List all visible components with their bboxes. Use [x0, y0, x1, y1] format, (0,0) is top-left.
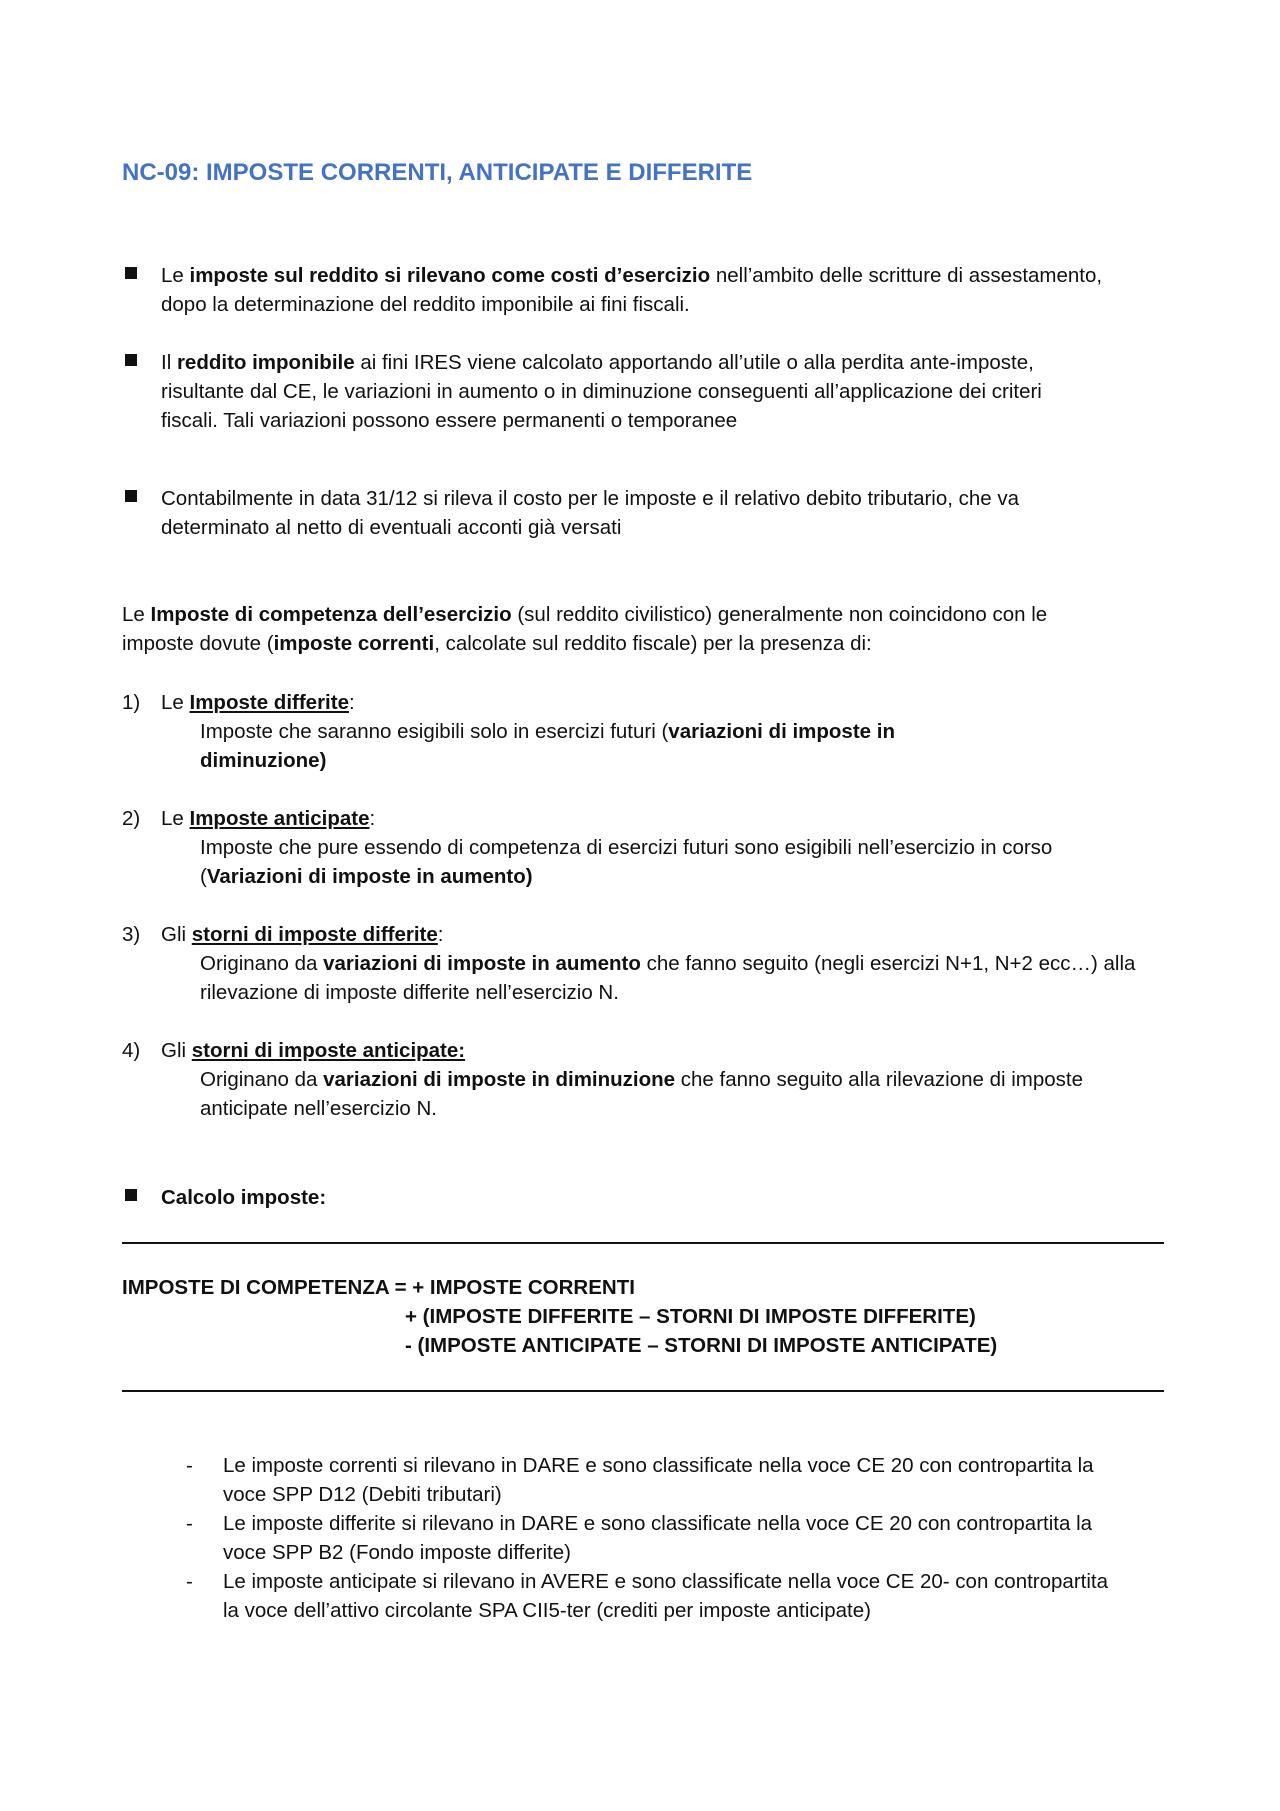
dash-list-item: Le imposte anticipate si rilevano in AVERE e sono classificate nella voce CE 20- con contropartita la voce dell’attivo circolante SPA CII5-ter (crediti per imposte anticipate) — [223, 1570, 1109, 1622]
bullet-paragraph-3 — [161, 484, 1171, 542]
dash-bullet: - — [186, 1570, 193, 1593]
list-number: 2) — [122, 807, 141, 830]
calc-heading: Calcolo imposte: — [161, 1186, 327, 1209]
list-item-description: Originano da variazioni di imposte in aumento che fanno seguito (negli esercizi N+1, N+2 ecc…) alla rilevazione di imposte differite nell’esercizio N. — [200, 952, 1136, 1004]
term-storni-imposte-anticipate: storni di imposte anticipate: — [191, 1039, 466, 1062]
intro-line-2: imposte dovute (imposte correnti, calcolate sul reddito fiscale) per la presenza di: — [122, 632, 872, 655]
list-item-description: Originano da variazioni di imposte in diminuzione che fanno seguito alla rilevazione di imposte anticipate nell’esercizio N. — [200, 1068, 1084, 1120]
bullet-1-line-1: Le imposte sul reddito si rilevano come costi d’esercizio nell’ambito delle scritture di assestamento, — [161, 264, 1103, 287]
square-bullet-icon — [125, 354, 137, 366]
term-storni-imposte-differite: storni di imposte differite — [191, 923, 438, 946]
bullet-2-line-3: fiscali. Tali variazioni possono essere permanenti o temporanee — [161, 409, 738, 432]
list-item-description: Imposte che pure essendo di competenza di esercizi futuri sono esigibili nell’esercizio in corso (Variazioni di imposte in aumento) — [200, 836, 1053, 888]
intro-paragraph — [122, 600, 1172, 658]
formula-line-3: - (IMPOSTE ANTICIPATE – STORNI DI IMPOSTE ANTICIPATE) — [405, 1334, 998, 1357]
list-item-heading: Gli storni di imposte differite: — [161, 923, 444, 946]
divider — [122, 1390, 1164, 1392]
list-item-heading: Gli storni di imposte anticipate: — [161, 1039, 466, 1062]
formula-line-1: IMPOSTE DI COMPETENZA = + IMPOSTE CORRENTI — [122, 1276, 635, 1299]
list-item-description: Imposte che saranno esigibili solo in esercizi futuri (variazioni di imposte in diminuzione) — [200, 720, 895, 772]
list-item-heading: Le Imposte anticipate: — [161, 807, 376, 830]
divider — [122, 1242, 1164, 1244]
list-item-heading: Le Imposte differite: — [161, 691, 355, 714]
list-number: 3) — [122, 923, 141, 946]
bullet-paragraph-2 — [161, 348, 1171, 435]
bullet-2-line-2: risultante dal CE, le variazioni in aumento o in diminuzione conseguenti all’applicazione dei criteri — [161, 380, 1042, 403]
list-number: 4) — [122, 1039, 141, 1062]
dash-list-item: Le imposte correnti si rilevano in DARE e sono classificate nella voce CE 20 con contropartita la voce SPP D12 (Debiti tributari) — [223, 1454, 1094, 1506]
square-bullet-icon — [125, 1189, 137, 1201]
bullet-3-line-1: Contabilmente in data 31/12 si rileva il costo per le imposte e il relativo debito tributario, che va — [161, 487, 1020, 510]
bullet-2-line-1: Il reddito imponibile ai fini IRES viene calcolato apportando all’utile o alla perdita ante-imposte, — [161, 351, 1034, 374]
dash-bullet: - — [186, 1512, 193, 1535]
bullet-3-line-2: determinato al netto di eventuali acconti già versati — [161, 516, 622, 539]
dash-list-item: Le imposte differite si rilevano in DARE e sono classificate nella voce CE 20 con contropartita la voce SPP B2 (Fondo imposte differite) — [223, 1512, 1093, 1564]
dash-bullet: - — [186, 1454, 193, 1477]
square-bullet-icon — [125, 490, 137, 502]
formula-line-2: + (IMPOSTE DIFFERITE – STORNI DI IMPOSTE DIFFERITE) — [405, 1305, 976, 1328]
bullet-1-line-2: dopo la determinazione del reddito imponibile ai fini fiscali. — [161, 293, 690, 316]
square-bullet-icon — [125, 267, 137, 279]
bullet-paragraph-1 — [161, 261, 1171, 319]
list-number: 1) — [122, 691, 141, 714]
intro-line-1: Le Imposte di competenza dell’esercizio (sul reddito civilistico) generalmente non coincidono con le — [122, 603, 1048, 626]
term-imposte-differite: Imposte differite — [189, 691, 349, 714]
page-title: NC-09: IMPOSTE CORRENTI, ANTICIPATE E DIFFERITE — [122, 159, 753, 186]
term-imposte-anticipate: Imposte anticipate — [189, 807, 370, 830]
